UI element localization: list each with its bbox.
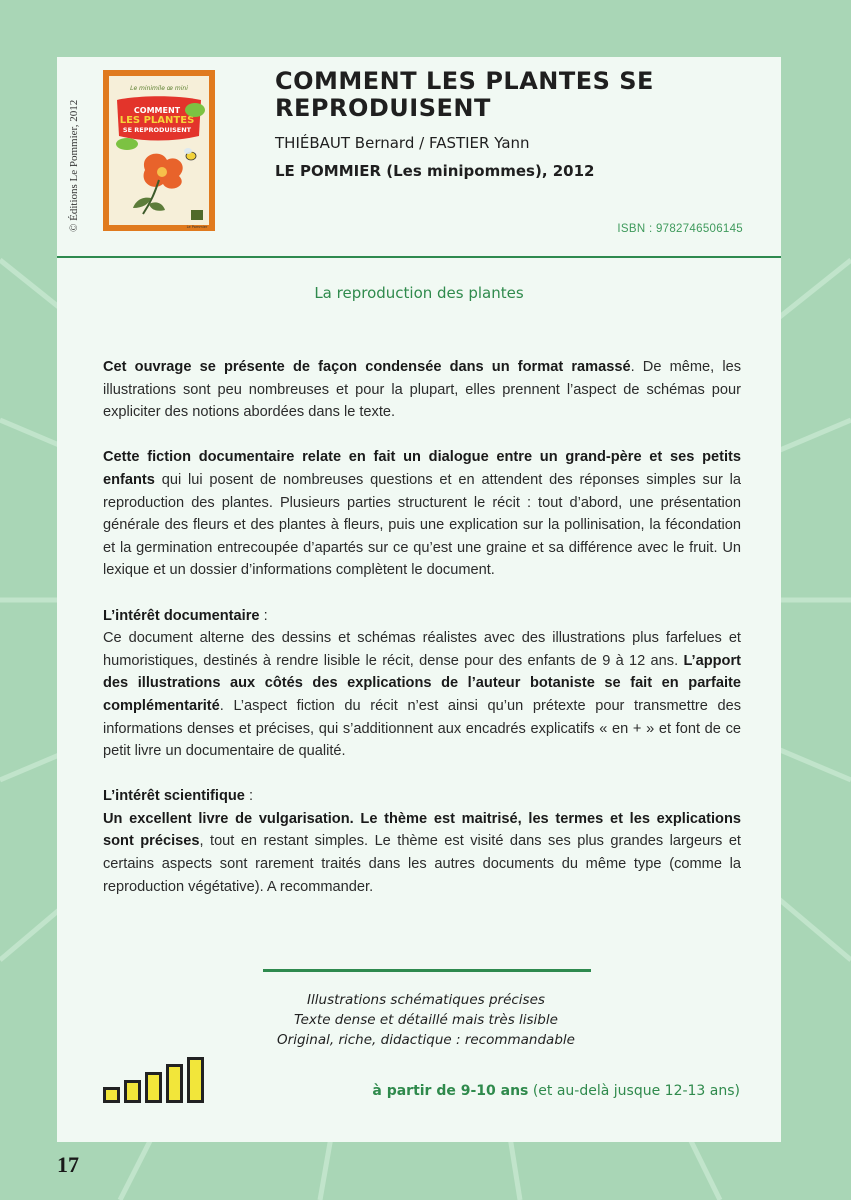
copyright-credit: © Éditions Le Pommier, 2012 [68,99,80,232]
summary-line-2: Texte dense et détaillé mais très lisible [294,1012,558,1028]
book-cover [103,70,215,231]
paragraph-documentary-interest [103,605,741,763]
rating-bar-5 [189,1059,203,1102]
p2-text: qui lui posent de nombreuses questions et en attendent des réponses simples sur la reproduction des plantes. Plusieurs parties structurent le récit : tout d’abord, une présentation générale des fleurs et des plantes à fleurs, puis une explication sur la pollinisation, la fécondation et la germination entrecoupée d’apartés sur ce qu’est une graine et sa différence avec le fruit. Un lexique et un dossier d’informations complètent le document. [103,471,741,579]
p4-heading: L’intérêt scientifique [103,788,245,805]
book-title: COMMENT LES PLANTES SE REPRODUISENT [275,67,654,122]
book-isbn: ISBN : 9782746506145 [617,223,743,235]
p1-bold: Cet ouvrage se présente de façon condensée dans un format ramassé [103,359,631,375]
p3-heading-suffix: : [259,607,268,624]
p2-bold: Cette fiction documentaire relate en fait un dialogue entre un grand-père et ses petits enfants [103,449,741,488]
p1-text: . De même, les illustrations sont peu nombreuses et pour la plupart, elles prennent l’aspect de schémas pour expliciter des notions abordées dans le texte. [103,359,741,421]
age-recommendation [372,1083,740,1099]
section-subtitle: La reproduction des plantes [314,284,524,302]
age-rest: (et au-delà jusque 12-13 ans) [528,1083,740,1099]
p3-text-a: Ce document alterne des dessins et schémas réalistes avec des illustrations plus farfelues et humoristiques, destinés à rendre lisible le récit, dense pour des enfants de 9 à 12 ans. [103,630,741,669]
page-number: 17 [57,1152,79,1177]
book-authors: THIÉBAUT Bernard / FASTIER Yann [275,134,530,152]
p4-text: , tout en restant simples. Le thème est visité dans ses plus grandes largeurs et certains aspects sont rarement traités dans les autres documents du même type (comme la reproduction végétative). A recommander. [103,833,741,895]
paragraph-scientific-interest [103,785,741,898]
p4-heading-suffix: : [244,788,254,805]
p3-heading: L’intérêt documentaire [103,607,260,624]
book-publisher: LE POMMIER (Les minipommes), 2012 [275,162,595,180]
p4-bold: Un excellent livre de vulgarisation. Le thème est maitrisé, les termes et les explications sont précises [103,810,741,850]
summary-divider [263,969,591,972]
rating-bar-1 [105,1089,119,1102]
summary-block [200,990,652,1050]
rating-bar-2 [126,1082,140,1102]
rating-bar-4 [168,1066,182,1102]
cover-title-line2: LES PLANTES [119,115,195,126]
cover-title-line3: SE REPRODUISENT [122,126,192,134]
p3-text-b: . L’aspect fiction du récit n’est ainsi qu’un prétexte pour transmettre des informations denses et précises, qui s’additionnent aux encadrés explicatifs « en + » et font de ce petit livre un documentaire de qualité. [103,697,741,760]
cover-illustration [103,70,215,231]
cover-publisher-mark: Le Pommier [186,225,208,229]
summary-line-1: Illustrations schématiques précises [307,992,545,1008]
rating-bars [103,1057,213,1103]
age-bold: à partir de 9-10 ans [372,1083,529,1099]
cover-title-line1: COMMENT [133,106,181,115]
paragraph-summary [103,446,741,582]
rating-bar-3 [147,1074,161,1102]
summary-line-3: Original, riche, didactique : recommandable [277,1032,575,1048]
p3-bold: L’apport des illustrations aux côtés des explications de l’auteur botaniste se fait en parfaite complémentarité [103,652,741,714]
review-body [103,356,741,921]
cover-top-text: Le minimile œ mini [130,85,188,92]
paragraph-presentation [103,356,741,424]
header-divider [57,256,781,258]
